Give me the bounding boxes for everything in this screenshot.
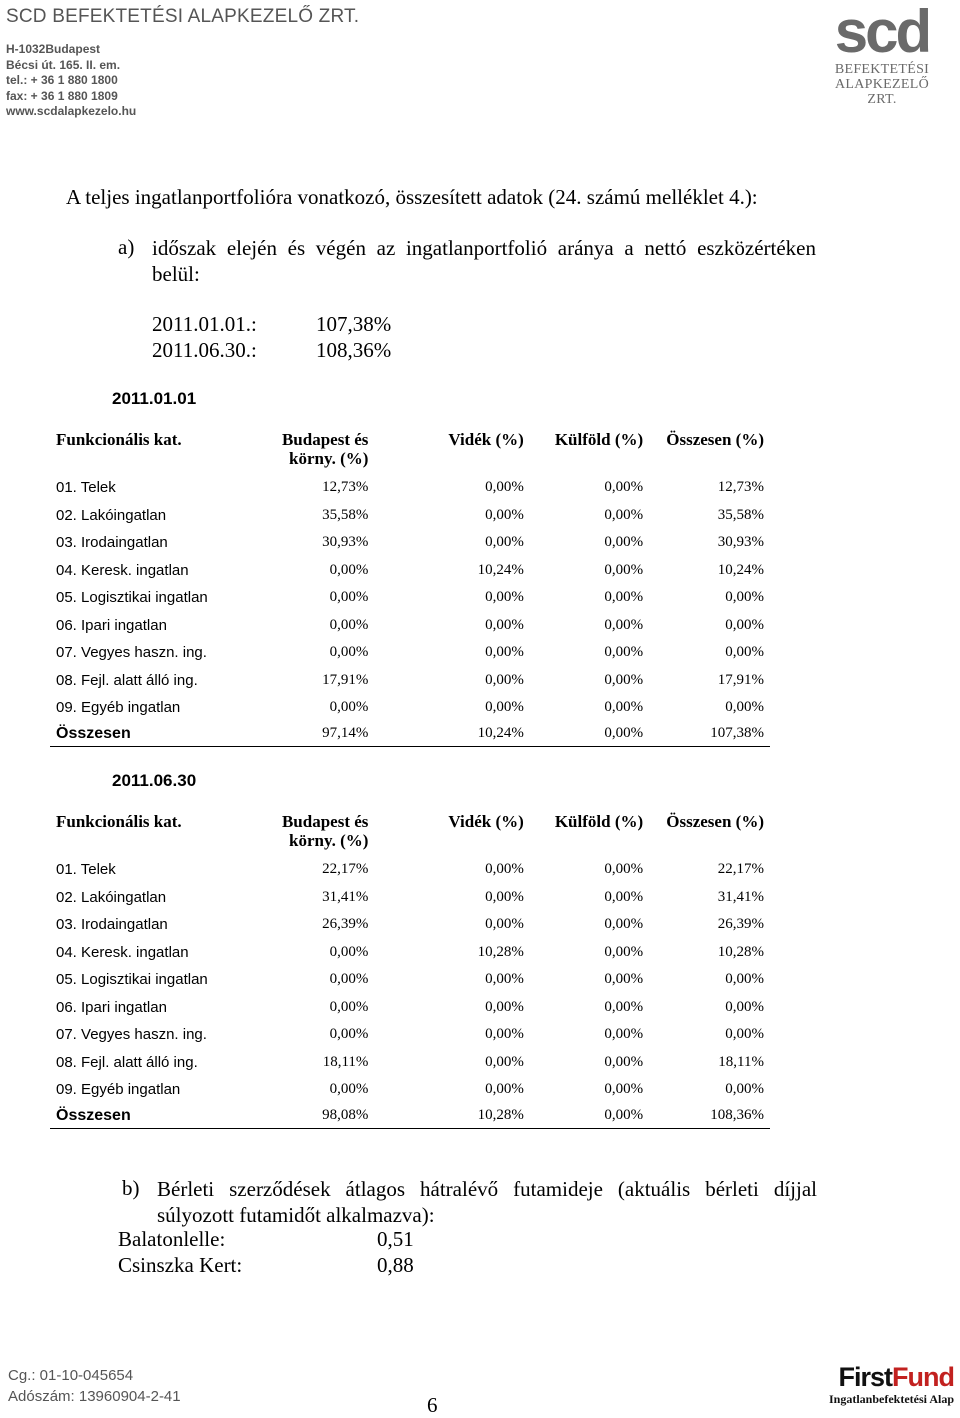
value-cell: 0,00% [329, 699, 369, 716]
value-cell: 0,00% [485, 1081, 524, 1098]
section-a-label: a) [118, 235, 135, 259]
table-row [50, 1076, 770, 1104]
category-cell: 08. Fejl. alatt álló ing. [56, 671, 198, 689]
category-cell: 09. Egyéb ingatlan [56, 1081, 181, 1099]
address-line: tel.: + 36 1 880 1800 [6, 73, 118, 87]
table-row [50, 856, 770, 884]
table-row [50, 1021, 770, 1049]
table-row [50, 966, 770, 994]
value-cell: 0,00% [485, 671, 524, 688]
value-cell: 0,00% [725, 1081, 764, 1098]
value-cell: 0,00% [485, 589, 524, 606]
column-header: Összesen (%) [666, 812, 764, 831]
category-cell: 03. Irodaingatlan [56, 916, 168, 934]
value-cell: 0,00% [725, 1026, 764, 1043]
duration-value: 0,51 [377, 1227, 414, 1251]
scd-logo-sub: BEFEKTETÉSI [834, 62, 930, 77]
scd-logo [822, 2, 942, 107]
value-cell: 0,00% [604, 506, 644, 523]
value-cell: 0,00% [485, 861, 524, 878]
total-value: 0,00% [530, 1104, 649, 1129]
category-cell: 04. Keresk. ingatlan [56, 943, 189, 961]
value-cell: 0,00% [485, 534, 524, 551]
value-cell: 0,00% [329, 943, 369, 960]
total-value: 10,28% [374, 1104, 529, 1129]
table-heading: 2011.06.30 [112, 771, 197, 790]
value-cell: 0,00% [604, 1053, 644, 1070]
category-cell: 02. Lakóingatlan [56, 506, 167, 524]
firstfund-sub: Ingatlanbefektetési Alap [828, 1392, 954, 1406]
company-name: SCD BEFEKTETÉSI ALAPKEZELŐ ZRT. [6, 6, 360, 27]
value-cell: 0,00% [485, 971, 524, 988]
total-value: 107,38% [649, 722, 770, 747]
table-row [50, 557, 770, 585]
value-cell: 12,73% [717, 479, 764, 496]
table-heading: 2011.01.01 [112, 389, 197, 408]
ratio-date: 2011.06.30.: [152, 338, 257, 362]
value-cell: 0,00% [604, 1081, 644, 1098]
value-cell: 30,93% [322, 534, 369, 551]
value-cell: 0,00% [329, 1081, 369, 1098]
value-cell: 0,00% [725, 971, 764, 988]
value-cell: 22,17% [322, 861, 369, 878]
column-header: Budapest és körny. (%) [281, 430, 369, 468]
category-cell: 01. Telek [56, 479, 116, 497]
company-address [6, 42, 136, 120]
value-cell: 0,00% [485, 1026, 524, 1043]
ratio-value: 108,36% [316, 338, 392, 362]
address-line: H-1032Budapest [6, 42, 101, 56]
value-cell: 0,00% [604, 971, 644, 988]
table-row [50, 584, 770, 612]
footer-registration [8, 1365, 181, 1407]
value-cell: 10,28% [717, 943, 764, 960]
intro-text: A teljes ingatlanportfolióra vonatkozó, összesített adatok (24. számú melléklet 4.): [66, 185, 758, 209]
table-row [50, 639, 770, 667]
value-cell: 0,00% [604, 943, 644, 960]
scd-logo-sub: ALAPKEZELŐ ZRT. [835, 77, 929, 107]
value-cell: 31,41% [322, 888, 369, 905]
value-cell: 18,11% [718, 1053, 764, 1070]
value-cell: 0,00% [604, 561, 644, 578]
table-row [50, 939, 770, 967]
value-cell: 0,00% [485, 506, 524, 523]
table-row [50, 502, 770, 530]
ratio-value: 107,38% [316, 312, 392, 336]
value-cell: 0,00% [725, 998, 764, 1015]
category-cell: 02. Lakóingatlan [56, 888, 167, 906]
duration-name: Balatonlelle: [118, 1227, 226, 1251]
value-cell: 0,00% [604, 699, 644, 716]
duration-name: Csinszka Kert: [118, 1253, 243, 1277]
value-cell: 31,41% [717, 888, 764, 905]
value-cell: 0,00% [604, 589, 644, 606]
value-cell: 0,00% [485, 699, 524, 716]
firstfund-logo-part: First [838, 1362, 893, 1392]
table-row [50, 529, 770, 557]
portfolio-table-start [50, 430, 770, 747]
value-cell: 0,00% [485, 916, 524, 933]
value-cell: 0,00% [604, 479, 644, 496]
duration-value: 0,88 [377, 1253, 414, 1277]
category-cell: 05. Logisztikai ingatlan [56, 971, 208, 989]
portfolio-table-end [50, 812, 770, 1129]
value-cell: 35,58% [322, 506, 369, 523]
category-cell: 04. Keresk. ingatlan [56, 561, 189, 579]
value-cell: 12,73% [322, 479, 369, 496]
address-line: www.scdalapkezelo.hu [6, 104, 137, 118]
value-cell: 17,91% [322, 671, 369, 688]
category-cell: 05. Logisztikai ingatlan [56, 589, 208, 607]
category-cell: 07. Vegyes haszn. ing. [56, 644, 207, 662]
tax-number: Adószám: 13960904-2-41 [8, 1388, 181, 1405]
value-cell: 0,00% [329, 561, 369, 578]
value-cell: 0,00% [725, 644, 764, 661]
table-row [50, 1049, 770, 1077]
value-cell: 0,00% [329, 589, 369, 606]
value-cell: 0,00% [725, 589, 764, 606]
value-cell: 0,00% [604, 998, 644, 1015]
firstfund-logo [829, 1362, 954, 1407]
table-row [50, 884, 770, 912]
value-cell: 22,17% [717, 861, 764, 878]
value-cell: 0,00% [604, 534, 644, 551]
value-cell: 10,24% [717, 561, 764, 578]
value-cell: 18,11% [322, 1053, 369, 1070]
value-cell: 0,00% [604, 616, 644, 633]
scd-logo-mark: scd [834, 0, 930, 65]
value-cell: 0,00% [329, 998, 369, 1015]
section-a-text: időszak elején és végén az ingatlanportfolió aránya a nettó eszközértéken belül: [152, 236, 816, 286]
value-cell: 10,28% [477, 943, 524, 960]
category-cell: 01. Telek [56, 861, 116, 879]
value-cell: 0,00% [485, 616, 524, 633]
value-cell: 0,00% [604, 644, 644, 661]
registration-number: Cg.: 01-10-045654 [8, 1367, 134, 1384]
column-header: Funkcionális kat. [56, 812, 182, 831]
category-cell: 06. Ipari ingatlan [56, 616, 167, 634]
column-header: Vidék (%) [448, 430, 524, 449]
address-line: Bécsi út. 165. II. em. [6, 57, 121, 72]
column-header: Vidék (%) [448, 812, 524, 831]
value-cell: 26,39% [322, 916, 369, 933]
total-value: 97,14% [261, 722, 374, 747]
column-header: Budapest és körny. (%) [281, 812, 369, 850]
value-cell: 0,00% [329, 616, 369, 633]
table-row [50, 694, 770, 722]
table-row [50, 994, 770, 1022]
total-row [50, 722, 770, 747]
value-cell: 0,00% [329, 1026, 369, 1043]
total-value: 0,00% [530, 722, 649, 747]
value-cell: 17,91% [717, 671, 764, 688]
address-line: fax: + 36 1 880 1809 [6, 88, 118, 103]
value-cell: 0,00% [604, 861, 644, 878]
value-cell: 30,93% [717, 534, 764, 551]
value-cell: 35,58% [717, 506, 764, 523]
section-b-text: Bérleti szerződések átlagos hátralévő futamideje (aktuális bérleti díjjal súlyozott futamidőt alkalmazva): [157, 1177, 817, 1227]
value-cell: 0,00% [725, 616, 764, 633]
total-row [50, 1104, 770, 1129]
category-cell: 08. Fejl. alatt álló ing. [56, 1053, 198, 1071]
column-header: Külföld (%) [554, 812, 644, 831]
category-cell: 03. Irodaingatlan [56, 534, 168, 552]
column-header: Funkcionális kat. [56, 430, 182, 449]
value-cell: 0,00% [329, 644, 369, 661]
value-cell: 0,00% [485, 998, 524, 1015]
value-cell: 0,00% [329, 971, 369, 988]
value-cell: 0,00% [604, 888, 644, 905]
table-row [50, 612, 770, 640]
total-value: 98,08% [261, 1104, 374, 1129]
value-cell: 0,00% [604, 916, 644, 933]
ratio-date: 2011.01.01.: [152, 312, 257, 336]
value-cell: 0,00% [604, 671, 644, 688]
value-cell: 0,00% [485, 1053, 524, 1070]
category-cell: 09. Egyéb ingatlan [56, 699, 181, 717]
column-header: Összesen (%) [666, 430, 764, 449]
total-value: 10,24% [374, 722, 529, 747]
total-value: 108,36% [649, 1104, 770, 1129]
value-cell: 0,00% [485, 479, 524, 496]
category-cell: 07. Vegyes haszn. ing. [56, 1026, 207, 1044]
page-number: 6 [427, 1393, 438, 1417]
total-label: Összesen [50, 1104, 261, 1129]
section-b-label: b) [122, 1176, 140, 1200]
column-header: Külföld (%) [554, 430, 644, 449]
value-cell: 0,00% [725, 699, 764, 716]
value-cell: 26,39% [717, 916, 764, 933]
value-cell: 10,24% [477, 561, 524, 578]
table-row [50, 474, 770, 502]
firstfund-logo-part: Fund [892, 1362, 954, 1392]
total-label: Összesen [50, 722, 261, 747]
value-cell: 0,00% [485, 888, 524, 905]
table-row [50, 911, 770, 939]
table-row [50, 667, 770, 695]
value-cell: 0,00% [604, 1026, 644, 1043]
value-cell: 0,00% [485, 644, 524, 661]
category-cell: 06. Ipari ingatlan [56, 998, 167, 1016]
